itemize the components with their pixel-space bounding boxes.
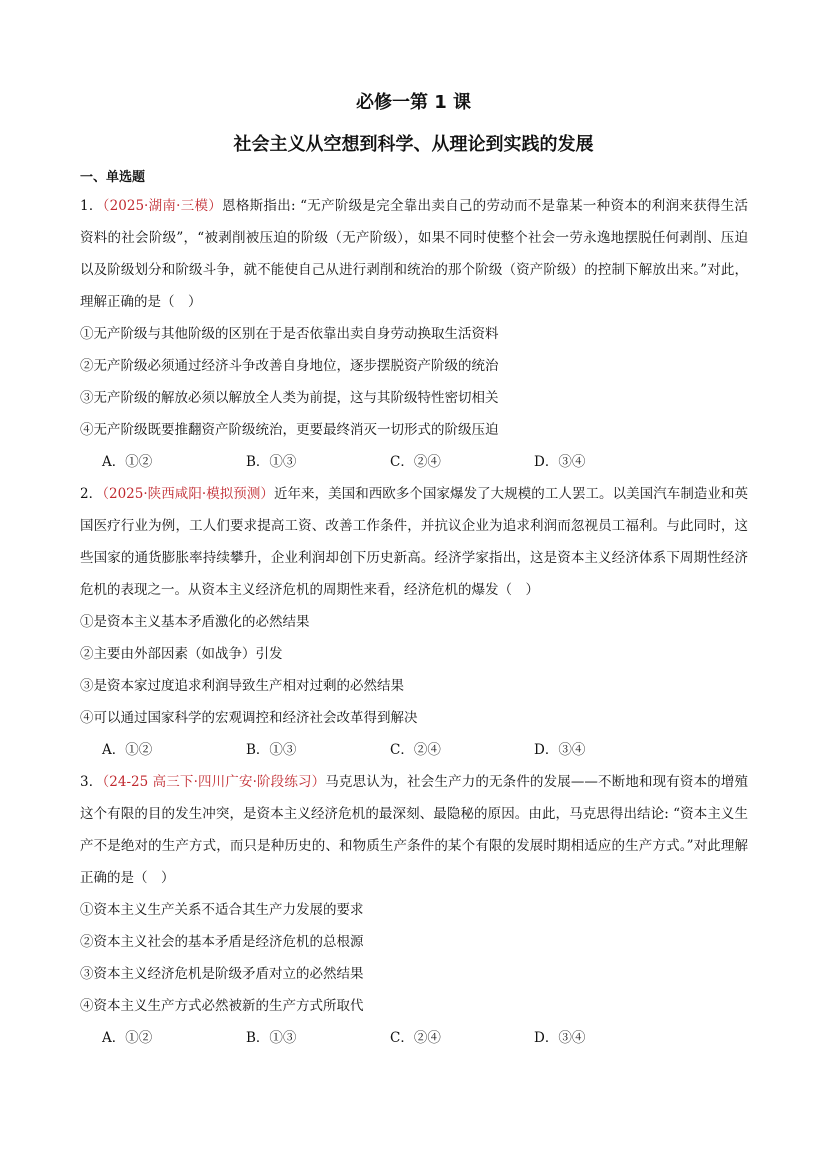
statement-item: ②主要由外部因素（如战争）引发 <box>80 646 283 662</box>
option-c[interactable]: C．②④ <box>390 454 441 470</box>
question-number: 1． <box>80 198 103 214</box>
question-number: 3． <box>80 774 103 790</box>
option-a[interactable]: A．①② <box>102 454 153 470</box>
question-text: 马克思认为，社会生产力的无条件的发展——不断地和现有资本的增殖这个有限的目的发生冲突，是资本主义经济危机的最深刻、最隐秘的原因。由此，马克思得出结论: “资本主义生产不是绝对的生产方式，而只是种历史的、和物质生产条件的某个有限的发展时期相适应的生产方式。”对此理解正确的是（ ） <box>80 774 749 886</box>
question-number: 2． <box>80 486 103 502</box>
section-heading: 一、单选题 <box>80 170 146 185</box>
option-d[interactable]: D．③④ <box>534 742 586 758</box>
option-a[interactable]: A．①② <box>102 742 153 758</box>
statement-item: ②无产阶级必须通过经济斗争改善自身地位，逐步摆脱资产阶级的统治 <box>80 358 499 374</box>
question-text: 恩格斯指出: “无产阶级是完全靠出卖自己的劳动而不是靠某一种资本的利润来获得生活资料的社会阶级”，“被剥削被压迫的阶级（无产阶级），如果不同时使整个社会一劳永逸地摆脱任何剥削、压迫以及阶级划分和阶级斗争，就不能使自己从进行剥削和统治的那个阶级（资产阶级）的控制下解放出来。”对此，理解正确的是（ ） <box>80 198 748 310</box>
statement-item: ②资本主义社会的基本矛盾是经济危机的总根源 <box>80 934 364 950</box>
option-b[interactable]: B．①③ <box>246 454 297 470</box>
statement-item: ④无产阶级既要推翻资产阶级统治，更要最终消灭一切形式的阶级压迫 <box>80 422 499 438</box>
answer-options <box>80 734 748 766</box>
option-c[interactable]: C．②④ <box>390 742 441 758</box>
question-stem <box>80 766 748 894</box>
answer-options <box>80 1022 748 1054</box>
question-list <box>80 190 748 1054</box>
question-source: （2025·陕西咸阳·模拟预测） <box>102 486 274 502</box>
option-d[interactable]: D．③④ <box>534 1030 586 1046</box>
statement-item: ①是资本主义基本矛盾激化的必然结果 <box>80 614 310 630</box>
statement-item: ④可以通过国家科学的宏观调控和经济社会改革得到解决 <box>80 710 418 726</box>
statement-item: ④资本主义生产方式必然被新的生产方式所取代 <box>80 998 364 1014</box>
question-text: 近年来，美国和西欧多个国家爆发了大规模的工人罢工。以美国汽车制造业和英国医疗行业为例，工人们要求提高工资、改善工作条件，并抗议企业为追求利润而忽视员工福利。与此同时，这些国家的通货膨胀率持续攀升，企业利润却创下历史新高。经济学家指出，这是资本主义经济体系下周期性经济危机的表现之一。从资本主义经济危机的周期性来看，经济危机的爆发（ ） <box>80 486 748 598</box>
statement-item: ③是资本家过度追求利润导致生产相对过剩的必然结果 <box>80 678 404 694</box>
question-1 <box>80 190 748 478</box>
question-3 <box>80 766 748 1054</box>
option-d[interactable]: D．③④ <box>534 454 586 470</box>
page-title: 必修一第 1 课 <box>355 92 472 113</box>
question-2 <box>80 478 748 766</box>
statement-item: ③资本主义经济危机是阶级矛盾对立的必然结果 <box>80 966 364 982</box>
option-a[interactable]: A．①② <box>102 1030 153 1046</box>
statement-item: ①无产阶级与其他阶级的区别在于是否依靠出卖自身劳动换取生活资料 <box>80 326 499 342</box>
question-source: （24-25 高三下·四川广安·阶段练习） <box>102 774 326 790</box>
question-source: （2025·湖南·三模） <box>102 198 223 214</box>
statement-item: ③无产阶级的解放必须以解放全人类为前提，这与其阶级特性密切相关 <box>80 390 499 406</box>
option-b[interactable]: B．①③ <box>246 742 297 758</box>
answer-options <box>80 446 748 478</box>
option-b[interactable]: B．①③ <box>246 1030 297 1046</box>
question-stem <box>80 190 748 318</box>
question-stem <box>80 478 748 606</box>
page-subtitle: 社会主义从空想到科学、从理论到实践的发展 <box>233 134 594 155</box>
option-c[interactable]: C．②④ <box>390 1030 441 1046</box>
statement-item: ①资本主义生产关系不适合其生产力发展的要求 <box>80 902 364 918</box>
